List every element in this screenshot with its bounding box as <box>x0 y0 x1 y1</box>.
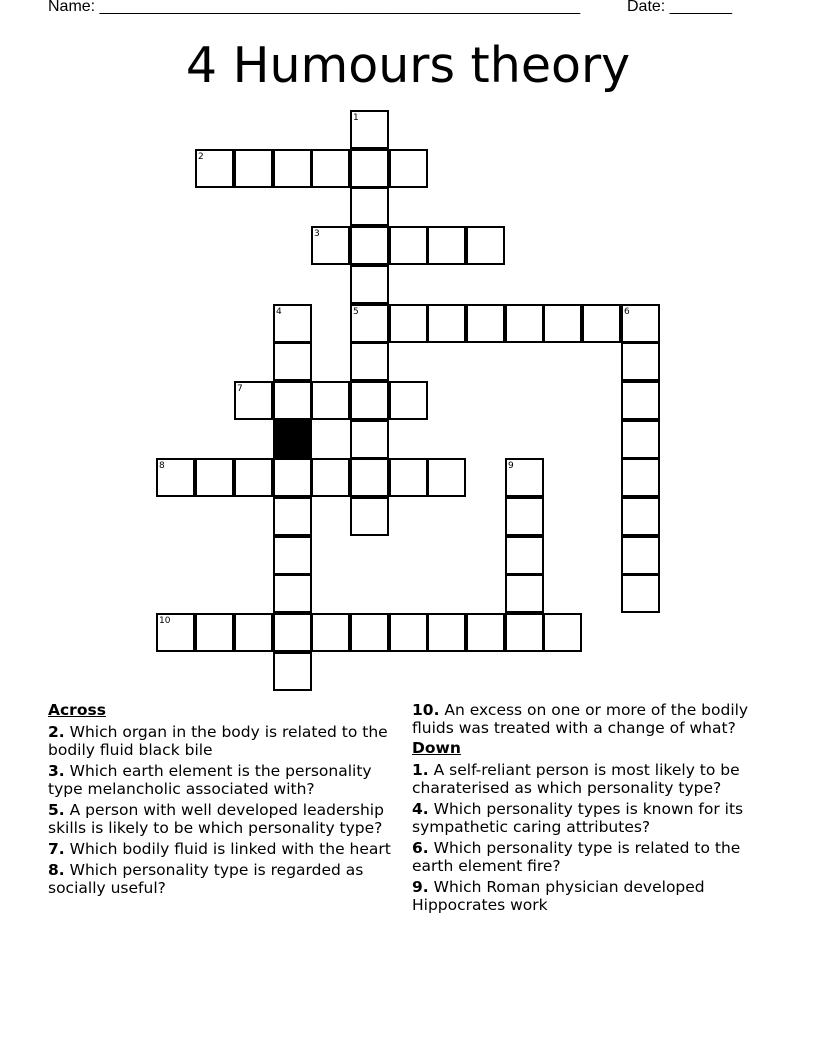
clues-column-right <box>412 701 772 917</box>
clue-number-label: 1 <box>353 113 359 123</box>
clue-text: Which personality type is regarded as socially useful? <box>48 861 364 897</box>
clue-text: Which personality types is known for its sympathetic caring attributes? <box>412 800 744 836</box>
answer-cell[interactable] <box>156 458 195 497</box>
clue-number: 5. <box>48 801 65 819</box>
answer-cell[interactable] <box>621 342 660 381</box>
clue-text: Which Roman physician developed Hippocrates work <box>412 878 705 914</box>
page-title: 4 Humours theory <box>185 37 631 94</box>
answer-cell[interactable] <box>311 226 350 265</box>
answer-cell[interactable] <box>543 613 582 652</box>
clue-number-label: 9 <box>508 461 514 471</box>
answer-cell[interactable] <box>350 187 389 226</box>
answer-cell[interactable] <box>195 149 234 188</box>
answer-cell[interactable] <box>273 458 312 497</box>
clue-text: An excess on one or more of the bodily fluids was treated with a change of what? <box>412 701 749 737</box>
answer-cell[interactable] <box>273 342 312 381</box>
answer-cell[interactable] <box>350 420 389 459</box>
clue-number: 2. <box>48 723 65 741</box>
answer-cell[interactable] <box>621 420 660 459</box>
answer-cell[interactable] <box>427 226 466 265</box>
answer-cell[interactable] <box>621 458 660 497</box>
clue-across-3 <box>48 762 393 798</box>
answer-cell[interactable] <box>234 381 273 420</box>
clue-number: 9. <box>412 878 429 896</box>
answer-cell[interactable] <box>273 381 312 420</box>
clue-text: A person with well developed leadership skills is likely to be which personality type? <box>48 801 384 837</box>
clue-number: 1. <box>412 761 429 779</box>
clue-across-8 <box>48 861 393 897</box>
clue-text: Which earth element is the personality type melancholic associated with? <box>48 762 372 798</box>
clue-down-4 <box>412 800 772 836</box>
answer-cell[interactable] <box>350 226 389 265</box>
clue-number: 6. <box>412 839 429 857</box>
answer-cell[interactable] <box>427 458 466 497</box>
answer-cell[interactable] <box>505 497 544 536</box>
answer-cell[interactable] <box>505 458 544 497</box>
answer-cell[interactable] <box>156 613 195 652</box>
clue-down-6 <box>412 839 772 875</box>
clue-number: 10. <box>412 701 440 719</box>
answer-cell[interactable] <box>350 304 389 343</box>
across-heading: Across <box>48 701 106 719</box>
answer-cell[interactable] <box>543 304 582 343</box>
clue-number-label: 4 <box>276 307 282 317</box>
answer-cell[interactable] <box>273 304 312 343</box>
answer-cell[interactable] <box>582 304 621 343</box>
clue-text: Which organ in the body is related to the bodily fluid black bile <box>48 723 388 759</box>
answer-cell[interactable] <box>505 574 544 613</box>
answer-cell[interactable] <box>350 497 389 536</box>
answer-cell[interactable] <box>621 304 660 343</box>
answer-cell[interactable] <box>389 613 428 652</box>
clue-number-label: 3 <box>314 229 320 239</box>
clue-text: Which personality type is related to the earth element fire? <box>412 839 741 875</box>
clue-number-label: 10 <box>159 616 171 626</box>
answer-cell[interactable] <box>350 381 389 420</box>
clue-across-2 <box>48 723 393 759</box>
black-cell <box>273 420 312 459</box>
answer-cell[interactable] <box>311 149 350 188</box>
answer-cell[interactable] <box>273 149 312 188</box>
answer-cell[interactable] <box>234 613 273 652</box>
clue-text: A self-reliant person is most likely to be charaterised as which personality type? <box>412 761 740 797</box>
clue-across-10 <box>412 701 772 737</box>
clues-column-left <box>48 701 393 900</box>
clue-number-label: 8 <box>159 461 165 471</box>
answer-cell[interactable] <box>311 381 350 420</box>
answer-cell[interactable] <box>311 458 350 497</box>
answer-cell[interactable] <box>389 381 428 420</box>
answer-cell[interactable] <box>273 497 312 536</box>
answer-cell[interactable] <box>505 536 544 575</box>
answer-cell[interactable] <box>234 458 273 497</box>
answer-cell[interactable] <box>389 226 428 265</box>
clue-number: 3. <box>48 762 65 780</box>
answer-cell[interactable] <box>389 304 428 343</box>
clue-across-5 <box>48 801 393 837</box>
answer-cell[interactable] <box>273 574 312 613</box>
clue-number: 4. <box>412 800 429 818</box>
clue-down-1 <box>412 761 772 797</box>
clue-across-7 <box>48 840 393 858</box>
answer-cell[interactable] <box>466 613 505 652</box>
answer-cell[interactable] <box>505 304 544 343</box>
answer-cell[interactable] <box>350 265 389 304</box>
answer-cell[interactable] <box>427 613 466 652</box>
clue-number-label: 6 <box>624 307 630 317</box>
answer-cell[interactable] <box>505 613 544 652</box>
answer-cell[interactable] <box>621 536 660 575</box>
answer-cell[interactable] <box>311 613 350 652</box>
answer-cell[interactable] <box>234 149 273 188</box>
answer-cell[interactable] <box>427 304 466 343</box>
answer-cell[interactable] <box>466 226 505 265</box>
clue-number-label: 2 <box>198 152 204 162</box>
answer-cell[interactable] <box>350 458 389 497</box>
clue-number: 7. <box>48 840 65 858</box>
answer-cell[interactable] <box>273 652 312 691</box>
answer-cell[interactable] <box>350 613 389 652</box>
answer-cell[interactable] <box>621 497 660 536</box>
answer-cell[interactable] <box>195 613 234 652</box>
down-heading: Down <box>412 739 461 757</box>
answer-cell[interactable] <box>350 110 389 149</box>
answer-cell[interactable] <box>273 536 312 575</box>
answer-cell[interactable] <box>466 304 505 343</box>
answer-cell[interactable] <box>621 574 660 613</box>
answer-cell[interactable] <box>621 381 660 420</box>
answer-cell[interactable] <box>195 458 234 497</box>
answer-cell[interactable] <box>389 149 428 188</box>
answer-cell[interactable] <box>350 149 389 188</box>
answer-cell[interactable] <box>350 342 389 381</box>
clue-down-9 <box>412 878 772 914</box>
date-field-label: Date: _______ <box>627 0 732 15</box>
clue-text: Which bodily fluid is linked with the heart <box>69 840 391 858</box>
name-field-label: Name: ______________________________________________________ <box>48 0 581 15</box>
clue-number-label: 7 <box>237 384 243 394</box>
answer-cell[interactable] <box>273 613 312 652</box>
answer-cell[interactable] <box>389 458 428 497</box>
clue-number: 8. <box>48 861 65 879</box>
clue-number-label: 5 <box>353 307 359 317</box>
